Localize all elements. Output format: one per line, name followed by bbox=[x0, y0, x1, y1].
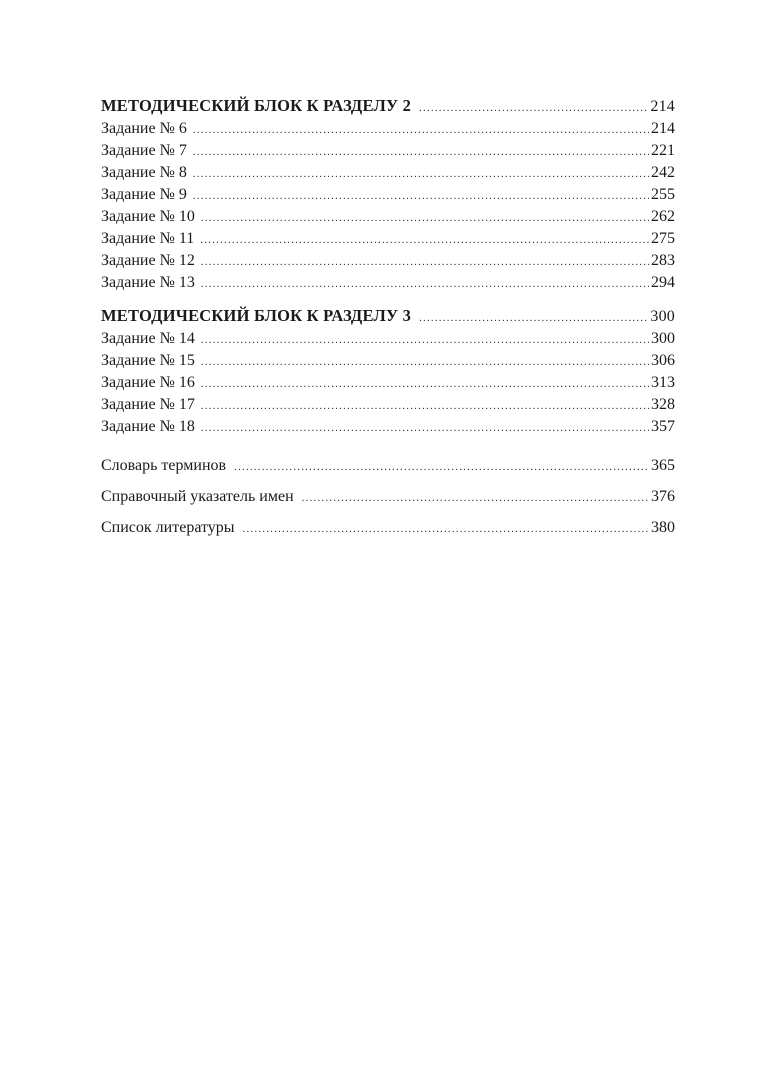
toc-entry bbox=[101, 250, 675, 272]
dot-leader bbox=[419, 96, 648, 120]
entry-label: Задание № 13 bbox=[101, 274, 195, 291]
page-number: 365 bbox=[651, 457, 675, 474]
entry-label: Список литературы bbox=[101, 519, 235, 536]
page-number: 313 bbox=[651, 374, 675, 391]
page-number: 300 bbox=[650, 308, 675, 325]
dot-leader bbox=[193, 185, 649, 207]
toc-entry-bibliography bbox=[101, 512, 675, 543]
table-of-contents bbox=[101, 94, 675, 543]
toc-entry bbox=[101, 394, 675, 416]
dot-leader bbox=[201, 251, 649, 273]
toc-entry bbox=[101, 416, 675, 438]
entry-label: Задание № 17 bbox=[101, 396, 195, 413]
dot-leader bbox=[302, 483, 649, 514]
dot-leader bbox=[201, 417, 649, 439]
toc-section-2 bbox=[101, 94, 675, 294]
section-title: МЕТОДИЧЕСКИЙ БЛОК К РАЗДЕЛУ 3 bbox=[101, 306, 412, 325]
toc-entry-glossary bbox=[101, 450, 675, 481]
entry-label: Задание № 8 bbox=[101, 164, 187, 181]
page-number: 275 bbox=[651, 230, 675, 247]
entry-label: Справочный указатель имен bbox=[101, 488, 294, 505]
toc-entry bbox=[101, 350, 675, 372]
dot-leader bbox=[201, 373, 649, 395]
toc-entry bbox=[101, 328, 675, 350]
page-number: 357 bbox=[651, 418, 675, 435]
page-number: 294 bbox=[651, 274, 675, 291]
dot-leader bbox=[201, 351, 649, 373]
page-number: 306 bbox=[651, 352, 675, 369]
entry-label: Задание № 10 bbox=[101, 208, 195, 225]
section-title: МЕТОДИЧЕСКИЙ БЛОК К РАЗДЕЛУ 2 bbox=[101, 96, 412, 115]
dot-leader bbox=[193, 141, 649, 163]
page-number: 328 bbox=[651, 396, 675, 413]
toc-entry bbox=[101, 206, 675, 228]
page-number: 300 bbox=[651, 330, 675, 347]
dot-leader bbox=[419, 306, 648, 330]
entry-label: Задание № 12 bbox=[101, 252, 195, 269]
toc-entry bbox=[101, 162, 675, 184]
toc-entry bbox=[101, 140, 675, 162]
section-spacer bbox=[101, 294, 675, 304]
entry-label: Задание № 9 bbox=[101, 186, 187, 203]
page-number: 376 bbox=[651, 488, 675, 505]
page-number: 214 bbox=[650, 98, 675, 115]
entry-label: Задание № 7 bbox=[101, 142, 187, 159]
toc-entry bbox=[101, 184, 675, 206]
entry-label: Задание № 11 bbox=[101, 230, 195, 247]
page-number: 283 bbox=[651, 252, 675, 269]
entry-label: Задание № 14 bbox=[101, 330, 195, 347]
entry-label: Задание № 18 bbox=[101, 418, 195, 435]
dot-leader bbox=[201, 395, 649, 417]
page-number: 262 bbox=[651, 208, 675, 225]
dot-leader bbox=[243, 514, 649, 545]
page-number: 380 bbox=[651, 519, 675, 536]
entry-label: Задание № 15 bbox=[101, 352, 195, 369]
entry-label: Задание № 6 bbox=[101, 120, 187, 137]
toc-entry bbox=[101, 272, 675, 294]
dot-leader bbox=[193, 163, 649, 185]
entry-label: Словарь терминов bbox=[101, 457, 227, 474]
page-number: 221 bbox=[651, 142, 675, 159]
toc-entry bbox=[101, 118, 675, 140]
page-number: 214 bbox=[651, 120, 675, 137]
dot-leader bbox=[193, 119, 649, 141]
page-number: 255 bbox=[651, 186, 675, 203]
section-heading bbox=[101, 304, 675, 328]
dot-leader bbox=[201, 273, 649, 295]
toc-entry bbox=[101, 228, 675, 250]
dot-leader bbox=[200, 229, 649, 251]
toc-entry-name-index bbox=[101, 481, 675, 512]
entry-label: Задание № 16 bbox=[101, 374, 195, 391]
dot-leader bbox=[201, 207, 649, 229]
toc-entry bbox=[101, 372, 675, 394]
section-spacer bbox=[101, 438, 675, 450]
page-number: 242 bbox=[651, 164, 675, 181]
section-heading bbox=[101, 94, 675, 118]
dot-leader bbox=[201, 329, 649, 351]
toc-section-3 bbox=[101, 304, 675, 438]
dot-leader bbox=[234, 452, 649, 483]
